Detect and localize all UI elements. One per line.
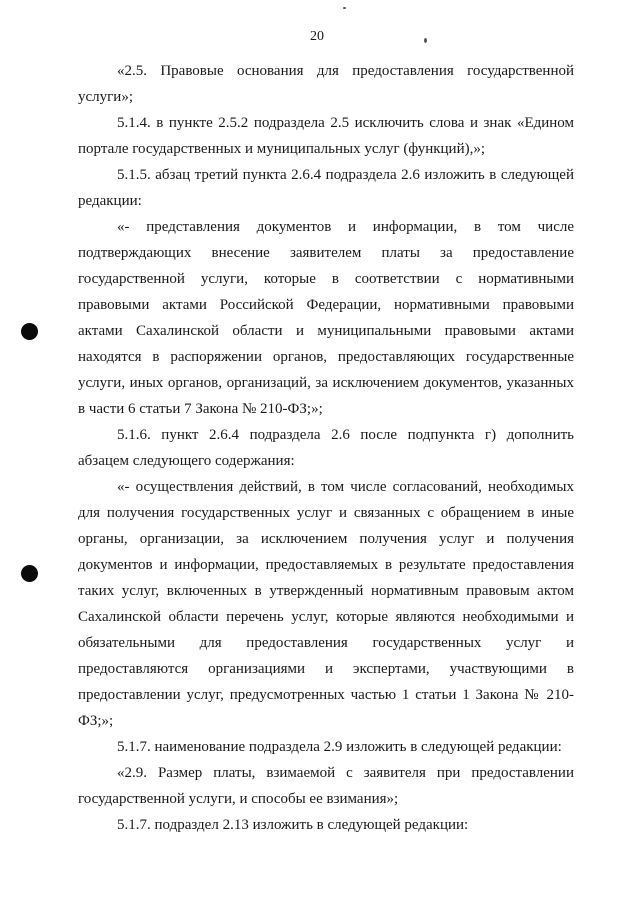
- paragraph: 5.1.6. пункт 2.6.4 подраздела 2.6 после подпункта г) дополнить абзацем следующего содержания:: [78, 427, 574, 469]
- paragraph: «2.5. Правовые основания для предоставления государственной услуги»;: [78, 63, 574, 105]
- punch-hole-bottom: [21, 565, 38, 582]
- paragraph: «- представления документов и информации, в том числе подтверждающих внесение заявителем платы за предоставление государственной услуги, которые в соответствии с нормативными правовыми актами Российской Федерации, нормативными правовыми актами Сахалинской области и муниципальными правовыми актами находятся в распоряжении органов, предоставляющих государственные услуги, иных органов, организаций, за исключением документов, указанных в части 6 статьи 7 Закона № 210-ФЗ;»;: [78, 219, 574, 417]
- paragraph: «- осуществления действий, в том числе согласований, необходимых для получения государственных услуг и связанных с обращением в иные органы, организации, за исключением получения услуг и получения документов и информации, предоставляемых в результате предоставления таких услуг, включенных в утвержденный нормативным правовым актом Сахалинской области перечень услуг, которые являются необходимыми и обязательными для предоставления государственных услуг и предоставляются организациями и экспертами, участвующими в предоставлении услуг, предусмотренных частью 1 статьи 1 Закона № 210-ФЗ;»;: [78, 479, 574, 729]
- scan-speck: [343, 7, 346, 9]
- paragraph: 5.1.7. подраздел 2.13 изложить в следующей редакции:: [117, 817, 469, 833]
- punch-hole-top: [21, 323, 38, 340]
- paragraph: 5.1.4. в пункте 2.5.2 подраздела 2.5 исключить слова и знак «Едином портале государственных и муниципальных услуг (функций),»;: [78, 115, 574, 157]
- paragraph: 5.1.7. наименование подраздела 2.9 изложить в следующей редакции:: [117, 739, 562, 755]
- paragraph: «2.9. Размер платы, взимаемой с заявителя при предоставлении государственной услуги, и способы ее взимания»;: [78, 765, 574, 807]
- page-number: 20: [310, 29, 324, 44]
- document-body: [78, 58, 574, 838]
- paragraph: 5.1.5. абзац третий пункта 2.6.4 подраздела 2.6 изложить в следующей редакции:: [78, 167, 574, 209]
- scan-speck: [424, 38, 427, 43]
